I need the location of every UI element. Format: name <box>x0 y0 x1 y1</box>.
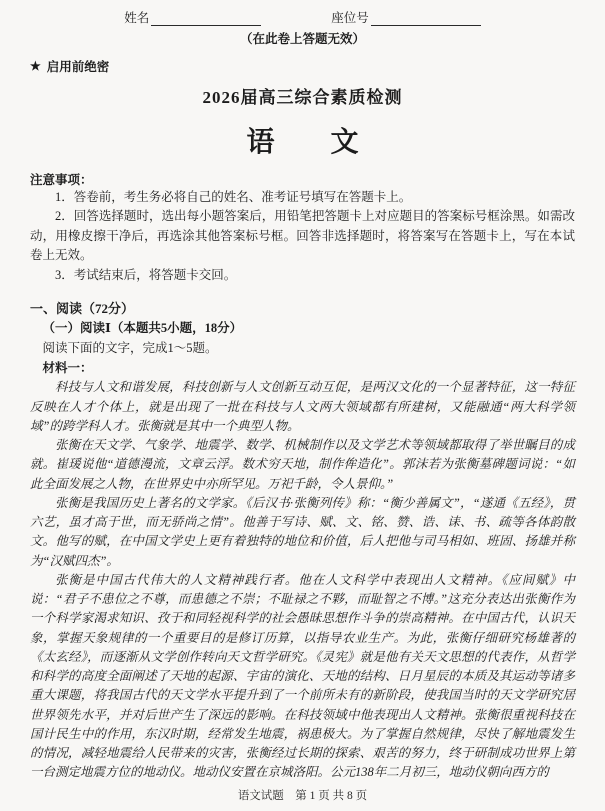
name-blank-line <box>151 13 261 26</box>
subject-title: 语 文 <box>246 127 373 158</box>
star-icon: ★ <box>30 58 41 73</box>
name-field-group <box>124 8 261 26</box>
material-paragraph-2: 张衡在天文学、气象学、地震学、数学、机械制作以及文学艺术等领域都取得了举世瞩目的成就。崔瑗说他“道德漫流，文章云浮。数术穷天地，制作侔造化”。郭沫若为张衡墓碑题词说：“如此全面发展之人物，在世界史中亦所罕见。万祀千龄，令人景仰。” <box>30 438 575 491</box>
material-paragraph-4: 张衡是中国古代伟大的人文精神践行者。他在人文科学中表现出人文精神。《应间赋》中说：“君子不患位之不尊，而患德之不崇；不耻禄之不夥，而耻智之不博。”这充分表达出张衡作为一个科学家渴求知识、孜于和同轻视科学的社会愚昧思想作斗争的崇高精神。在中国古代，认识天象，掌握天象规律的一个重要目的是修订历算，以指导农业生产。为此，张衡仔细研究杨雄著的《太玄经》，而逐渐从文学创作转向天文哲学研究。《灵宪》就是他有关天文思想的代表作，从哲学和科学的高度全面阐述了天地的起源、宇宙的演化、天地的结构、日月星辰的本质及其运动等诸多重大课题，将我国古代的天文学水平提升到了一个前所未有的新阶段，使我国当时的天文学研究居世界领先水平，并对后世产生了深远的影响。在科技领域中他表现出人文精神。张衡很重视科技在国计民生中的作用，东汉时期，经常发生地震，祸患极大。为了掌握自然规律，尽快了解地震发生的情况，减轻地震给人民带来的灾害，张衡经过长期的探索、艰苦的努力，终于研制成功世界上第一台测定地震方位的地动仪。地动仪安置在京城洛阳。公元138年二月初三，地动仪朝向西方的 <box>30 572 575 780</box>
material-one-label: 材料一： <box>42 361 93 376</box>
name-label: 姓名 <box>124 11 150 25</box>
material-paragraph-3: 张衡是我国历史上著名的文学家。《后汉书·张衡列传》称：“衡少善属文”，“遂通《五经》，贯六艺，虽才高于世，而无骄尚之情”。他善于写诗、赋、文、铭、赞、诰、诔、书、疏等各体韵散文。他写的赋，在中国文学史上更有着独特的地位和价值，后人把他与司马相如、班固、扬雄并称为“汉赋四杰”。 <box>30 495 575 568</box>
invalid-answer-note: （在此卷上答题无效） <box>239 32 365 46</box>
note-item-3: 3．考试结束后，将答题卡交回。 <box>55 267 237 282</box>
notes-title: 注意事项： <box>30 173 93 187</box>
fill-in-row <box>30 6 575 26</box>
seat-blank-line <box>371 13 481 26</box>
material-paragraph-1: 科技与人文和谐发展，科技创新与人文创新互动互促，是两汉文化的一个显著特征，这一特征反映在人才个体上，就是出现了一批在科技与人文两大领域都有所建树，又能融通“两大科学领域”的跨学科人才。张衡就是其中一个典型人物。 <box>30 380 575 433</box>
reading-instruction: 阅读下面的文字，完成1～5题。 <box>42 341 218 356</box>
exam-title: 2026届高三综合素质检测 <box>202 88 403 107</box>
secret-row <box>30 57 575 75</box>
seat-field-group <box>331 8 481 26</box>
page-footer: 语文试题 第 1 页 共 8 页 <box>237 790 368 802</box>
note-item-1: 1．答卷前，考生务必将自己的姓名、准考证号填写在答题卡上。 <box>55 190 412 204</box>
section-title-reading: 一、阅读（72分） <box>30 300 135 316</box>
secret-label: 启用前绝密 <box>46 60 110 74</box>
seat-label: 座位号 <box>331 11 369 25</box>
note-item-2: 2．回答选择题时，选出每小题答案后，用铅笔把答题卡上对应题目的答案标号框涂黑。如需改动，用橡皮擦干净后，再选涂其他答案标号框。回答非选择题时，将答案写在答题卡上，写在本试卷上无效。 <box>30 209 575 263</box>
subsection-title-reading-1: （一）阅读Ⅰ（本题共5小题，18分） <box>42 321 243 336</box>
